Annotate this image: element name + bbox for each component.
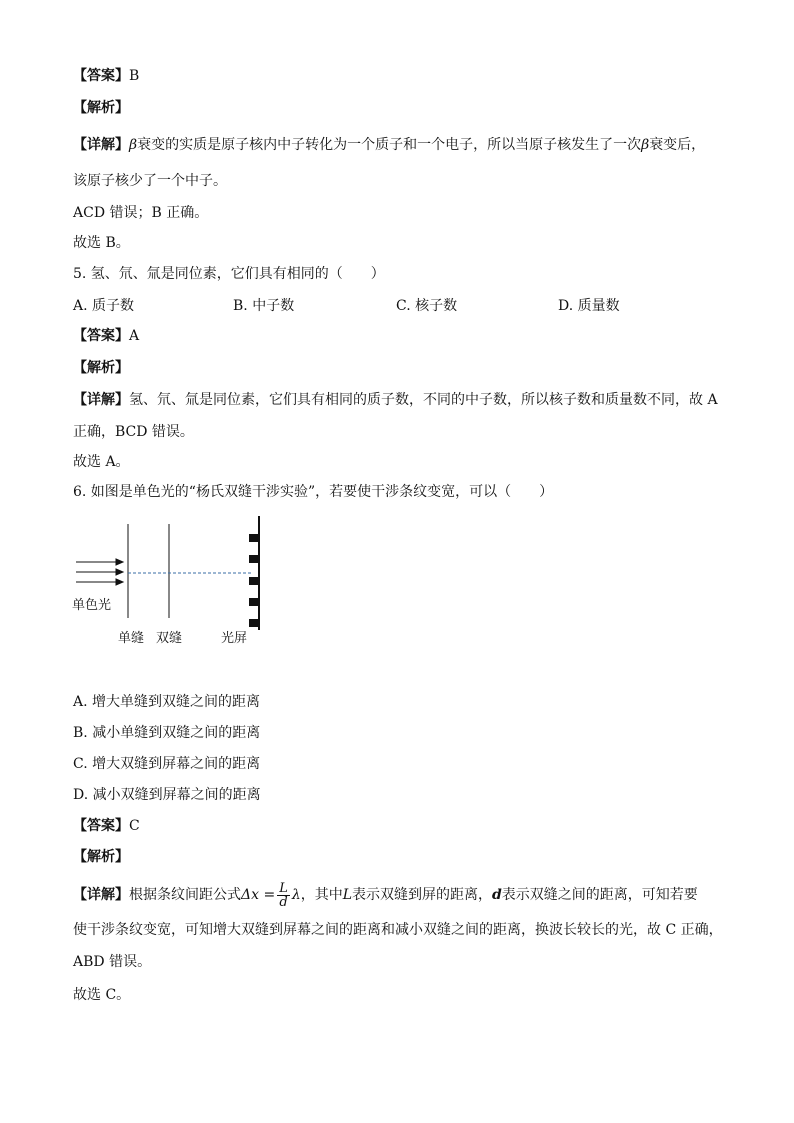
answer-tag: 【答案】 [73,68,129,84]
interference-fringes [249,534,259,627]
detail-tag: 【详解】 [73,392,129,408]
formula-lhs: Δx = [241,887,276,903]
label-single-slit: 单缝 [118,631,145,646]
q5-detail-line1 [73,391,718,409]
q6-conclusion: 故选 C。 [73,987,131,1003]
answer-value: B [129,68,140,84]
q5-option-a: A. 质子数 [73,298,135,314]
detail-text: ，其中 [300,887,343,903]
q5-option-b: B. 中子数 [233,298,295,314]
beta-symbol: β [129,137,138,153]
detail-text: 表示双缝到屏的距离， [352,887,492,903]
answer-tag: 【答案】 [73,818,129,834]
q6-analysis-tag: 【解析】 [73,849,129,865]
q6-option-c: C. 增大双缝到屏幕之间的距离 [73,756,261,772]
detail-tag: 【详解】 [73,137,129,153]
answer-value: A [129,328,140,344]
formula-denominator: d [279,894,288,910]
detail-text: 根据条纹间距公式 [129,887,241,903]
q5-stem: 5. 氢、氘、氚是同位素，它们具有相同的（ ） [73,266,385,282]
q4-conclusion: 故选 B。 [73,235,130,251]
q5-detail-line2: 正确，BCD 错误。 [73,424,194,440]
label-monochromatic-light: 单色光 [72,598,112,613]
q5-analysis-tag: 【解析】 [73,360,129,376]
q6-detail-line2: 使干涉条纹变宽，可知增大双缝到屏幕之间的距离和减小双缝之间的距离，换波长较长的光，故 C 正确， [73,922,723,938]
beta-symbol: β [641,137,650,153]
label-screen: 光屏 [221,631,248,646]
q6-option-d: D. 减小双缝到屏幕之间的距离 [73,787,261,803]
detail-text: 氢、氘、氚是同位素，它们具有相同的质子数，不同的中子数，所以核子数和质量数不同，故 A [129,392,718,408]
q6-option-a: A. 增大单缝到双缝之间的距离 [73,694,261,710]
answer-value: C [129,818,140,834]
q5-option-c: C. 核子数 [396,298,458,314]
q6-detail-line3: ABD 错误。 [73,954,152,970]
detail-tag: 【详解】 [73,887,129,903]
q4-detail-line1 [73,136,705,154]
formula-fraction [277,882,290,909]
q6-detail-line1 [73,880,698,910]
formula-lambda: λ [291,887,301,903]
detail-text: 衰变后， [649,137,706,153]
q5-answer [73,327,139,345]
detail-text: 表示双缝之间的距离，可知若要 [501,887,698,903]
symbol-d: d [492,887,502,903]
q5-option-d: D. 质量数 [558,298,620,314]
q6-answer [73,817,140,835]
q6-option-b: B. 减小单缝到双缝之间的距离 [73,725,261,741]
symbol-L: L [342,887,352,903]
double-slit-figure [70,512,270,652]
q6-stem: 6. 如图是单色光的“杨氏双缝干涉实验”，若要使干涉条纹变宽，可以（ ） [73,484,554,500]
q4-answer [73,67,139,85]
answer-tag: 【答案】 [73,328,129,344]
label-double-slit: 双缝 [156,631,183,646]
q4-detail-line2: 该原子核少了一个中子。 [73,173,227,189]
detail-text: 衰变的实质是原子核内中子转化为一个质子和一个电子，所以当原子核发生了一次 [137,137,642,153]
q4-detail-line3: ACD 错误；B 正确。 [73,205,209,221]
q5-conclusion: 故选 A。 [73,454,130,470]
formula-numerator: L [279,880,288,896]
q4-analysis-tag: 【解析】 [73,100,129,116]
incident-light-arrows [76,559,123,585]
